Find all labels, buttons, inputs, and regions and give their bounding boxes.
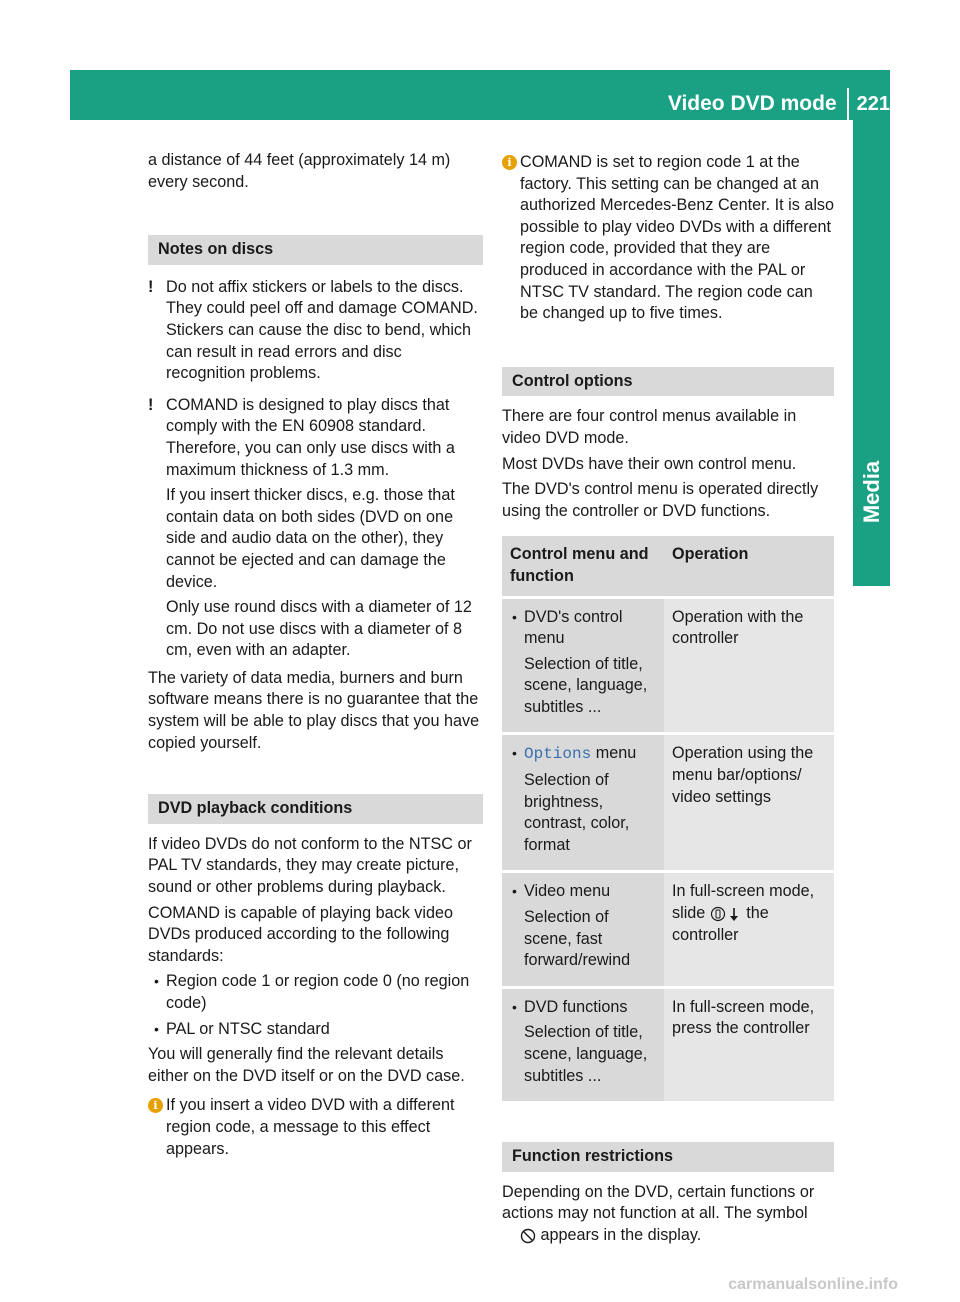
- table-header-cell: Control menu and function: [502, 536, 664, 598]
- warning-note-stickers: ! Do not affix stickers or labels to the discs. They could peel off and damage COMAND. Stickers can cause the disc to bend, which can result in read errors and disc recognition problems.: [148, 277, 478, 383]
- section-title: Video DVD mode: [667, 92, 837, 115]
- control-heading: Control options: [502, 367, 834, 397]
- right-column: [502, 152, 834, 1247]
- left-column: [148, 150, 483, 1164]
- warning-icon: !: [148, 277, 154, 296]
- table-row: • DVD's control menu Selection of title, scene, language, subtitles ... Operation with the controller: [502, 599, 834, 736]
- control-table: [502, 536, 834, 1104]
- playback-heading: DVD playback conditions: [148, 794, 483, 824]
- info-icon: i: [502, 155, 517, 170]
- watermark-url: carmanualsonline.info: [728, 1276, 898, 1293]
- table-row: • DVD functions Selection of title, scene, language, subtitles ... In full-screen mode, press the controller: [502, 989, 834, 1104]
- running-header: [668, 88, 890, 120]
- restrict-text: Depending on the DVD, certain functions or actions may not function at all. The symbol appears in the display.: [502, 1182, 815, 1244]
- playback-text-1: If video DVDs do not conform to the NTSC or PAL TV standards, they may create picture, sound or other problems during playback.: [148, 834, 472, 897]
- details-text: You will generally find the relevant details either on the DVD itself or on the DVD case.: [148, 1045, 465, 1085]
- prohibited-icon: [520, 1228, 536, 1244]
- info-icon: i: [148, 1098, 163, 1113]
- info-note-region: i If you insert a video DVD with a different region code, a message to this effect appears.: [148, 1095, 483, 1160]
- intro-text: a distance of 44 feet (approximately 14 m) every second.: [148, 151, 451, 191]
- header-divider: [847, 88, 849, 120]
- control-text-1: There are four control menus available in video DVD mode.: [502, 407, 797, 447]
- variety-text: The variety of data media, burners and burn software means there is no guarantee that the system will be able to play discs that you have copied yourself.: [148, 668, 480, 752]
- warning-icon: !: [148, 395, 154, 414]
- table-header-cell: Operation: [664, 536, 834, 598]
- control-text-3: The DVD's control menu is operated directly using the controller or DVD functions.: [502, 480, 819, 520]
- control-text-2: Most DVDs have their own control menu.: [502, 454, 797, 473]
- table-row: • Video menu Selection of scene, fast forward/rewind In full-screen mode, slide the controller: [502, 873, 834, 988]
- table-row: • Options menu Selection of brightness, contrast, color, format Operation using the menu bar/options/ video settings: [502, 735, 834, 873]
- list-item: • PAL or NTSC standard: [154, 1019, 330, 1038]
- notes-heading: Notes on discs: [148, 235, 483, 265]
- playback-text-2: COMAND is capable of playing back video DVDs produced according to the following standards:: [148, 903, 454, 965]
- info-note-factory: i COMAND is set to region code 1 at the factory. This setting can be changed at an authorized Mercedes-Benz Center. It is also possible to play video DVDs with a different region code, provided that they are produced in accordance with the PAL or NTSC TV standard. The region code can be changed up to five times.: [502, 152, 834, 325]
- controller-slide-icon: [710, 906, 742, 922]
- list-item: • Region code 1 or region code 0 (no region code): [154, 972, 470, 1012]
- options-softkey: Options: [524, 745, 592, 764]
- page-number: 221: [856, 92, 890, 115]
- table-header-row: [502, 536, 834, 598]
- side-tab-label: Media: [858, 460, 884, 524]
- restrict-heading: Function restrictions: [502, 1142, 834, 1172]
- warning-note-standard: ! COMAND is designed to play discs that comply with the EN 60908 standard. Therefore, you can only use discs with a maximum thickness of 1.3 mm. If you insert thicker discs, e.g. those that contain data on both sides (DVD on one side and audio data on the other), they cannot be ejected and can damage the device. Only use round discs with a diameter of 12 cm. Do not use discs with a diameter of 8 cm, even with an adapter.: [148, 395, 472, 660]
